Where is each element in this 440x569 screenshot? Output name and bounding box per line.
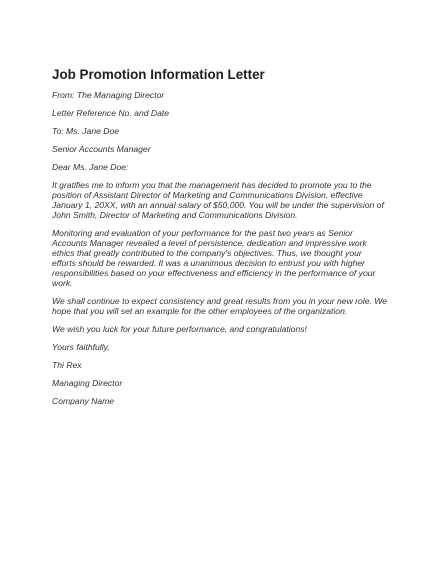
paragraph-line: hope that you will set an example for the other employees of the organization. xyxy=(52,306,348,316)
letter-title: Job Promotion Information Letter xyxy=(52,67,265,82)
signer-name: Thi Rex xyxy=(52,360,82,370)
paragraph-line: Monitoring and evaluation of your performance for the past two years as Senior xyxy=(52,228,353,238)
salutation: Dear Ms. Jane Doe: xyxy=(52,162,129,172)
closing: Yours faithfully, xyxy=(52,342,110,352)
recipient-position: Senior Accounts Manager xyxy=(52,144,151,154)
from-line: From: The Managing Director xyxy=(52,90,165,100)
paragraph-congratulations: We wish you luck for your future performance, and congratulations! xyxy=(52,324,307,334)
paragraph-line: It gratifies me to inform you that the management has decided to promote you to the xyxy=(52,180,372,190)
paragraph-line: efforts should be rewarded. It was a unanimous decision to entrust you with higher xyxy=(52,258,365,268)
paragraph-line: We shall continue to expect consistency and great results from you in your new role. We xyxy=(52,296,388,306)
company-name: Company Name xyxy=(52,396,115,406)
to-line: To: Ms. Jane Doe xyxy=(52,126,120,136)
paragraph-line: Accounts Manager revealed a level of persistence, dedication and impressive work xyxy=(52,238,367,248)
letter-page xyxy=(52,66,388,414)
paragraph-line: John Smith, Director of Marketing and Communications Division. xyxy=(52,210,298,220)
paragraph-line: position of Assistant Director of Marketing and Communications Division, effective xyxy=(52,190,363,200)
paragraph-line: responsibilities based on your effectiveness and efficiency in the performance of your xyxy=(52,268,376,278)
paragraph-expectation xyxy=(52,296,388,316)
paragraph-promotion xyxy=(52,180,388,220)
reference-line: Letter Reference No. and Date xyxy=(52,108,170,118)
paragraph-evaluation xyxy=(52,228,388,288)
signer-title: Managing Director xyxy=(52,378,123,388)
paragraph-line: ethics that greatly contributed to the company's objectives. Thus, we thought your xyxy=(52,248,362,258)
paragraph-line: January 1, 20XX, with an annual salary of $50,000. You will be under the supervision of xyxy=(52,200,384,210)
paragraph-line: work. xyxy=(52,278,73,288)
